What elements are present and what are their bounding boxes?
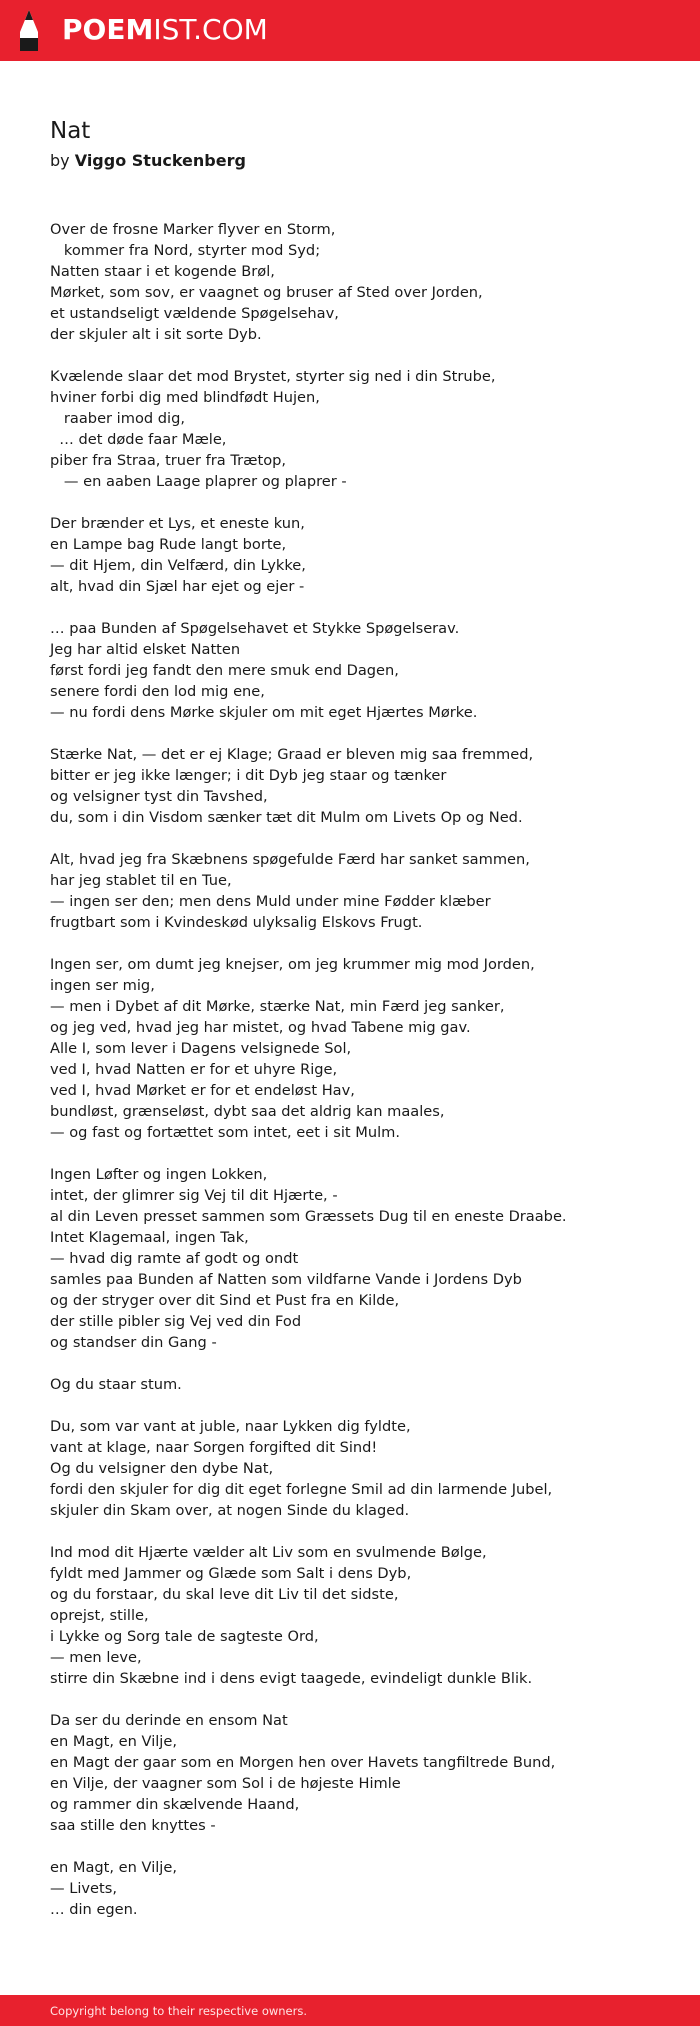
logo-text-bold: POEM [62, 13, 154, 46]
poem-body [50, 219, 670, 1941]
poem-line: Der brænder et Lys, et eneste kun, [50, 515, 305, 532]
poem-line: frugtbart som i Kvindeskød ulyksalig Elskovs Frugt. [50, 914, 423, 931]
poem-line: piber fra Straa, truer fra Trætop, [50, 452, 287, 469]
poem-line: al din Leven presset sammen som Græssets Dug til en eneste Draabe. [50, 1208, 567, 1225]
poem-line: samles paa Bunden af Natten som vildfarne Vande i Jordens Dyb [50, 1271, 522, 1288]
stanza [50, 1710, 670, 1836]
pencil-tip-icon[interactable] [19, 10, 39, 52]
poem-line: først fordi jeg fandt den mere smuk end Dagen, [50, 662, 399, 679]
poem-line: senere fordi den lod mig ene, [50, 683, 265, 700]
poem-line: Kvælende slaar det mod Brystet, styrter sig ned i din Strube, [50, 368, 496, 385]
stanza [50, 219, 670, 345]
poem-line: … din egen. [50, 1901, 138, 1918]
poem-line: ingen ser mig, [50, 977, 155, 994]
poem-line: Alt, hvad jeg fra Skæbnens spøgefulde Færd har sanket sammen, [50, 851, 530, 868]
poem-line: Du, som var vant at juble, naar Lykken dig fyldte, [50, 1418, 411, 1435]
poem-line: — Livets, [50, 1880, 117, 1897]
poem-line: kommer fra Nord, styrter mod Syd; [50, 242, 321, 259]
poem-line: en Lampe bag Rude langt borte, [50, 536, 287, 553]
poem-line: — dit Hjem, din Velfærd, din Lykke, [50, 557, 306, 574]
poem-line: — en aaben Laage plaprer og plaprer - [50, 473, 347, 490]
poem-line: vant at klage, naar Sorgen forgifted dit Sind! [50, 1439, 378, 1456]
by-label: by [50, 151, 70, 170]
poem-line: Ind mod dit Hjærte vælder alt Liv som en svulmende Bølge, [50, 1544, 487, 1561]
poem-line: Jeg har altid elsket Natten [50, 641, 241, 658]
poem-line: Ingen ser, om dumt jeg knejser, om jeg krummer mig mod Jorden, [50, 956, 535, 973]
poem-line: stirre din Skæbne ind i dens evigt taagede, evindeligt dunkle Blik. [50, 1670, 533, 1687]
poem-line: Alle I, som lever i Dagens velsignede Sol, [50, 1040, 352, 1057]
poem-line: … det døde faar Mæle, [50, 431, 227, 448]
poem-line: Ingen Løfter og ingen Lokken, [50, 1166, 268, 1183]
stanza [50, 618, 670, 723]
poem-line: bitter er jeg ikke længer; i dit Dyb jeg staar og tænker [50, 767, 447, 784]
poem-line: har jeg stablet til en Tue, [50, 872, 232, 889]
poem-line: intet, der glimrer sig Vej til dit Hjærte, - [50, 1187, 338, 1204]
logo-text-light: IST.COM [153, 13, 268, 46]
poem-line: fyldt med Jammer og Glæde som Salt i dens Dyb, [50, 1565, 412, 1582]
poem-line: Natten staar i et kogende Brøl, [50, 263, 275, 280]
poem-line: fordi den skjuler for dig dit eget forlegne Smil ad din larmende Jubel, [50, 1481, 553, 1498]
poem-line: saa stille den knyttes - [50, 1817, 216, 1834]
poem-title: Nat [50, 118, 91, 144]
author-name[interactable]: Viggo Stuckenberg [74, 151, 246, 170]
stanza [50, 1857, 670, 1920]
stanza [50, 366, 670, 492]
poem-line: Og du velsigner den dybe Nat, [50, 1460, 274, 1477]
poem-line: — og fast og fortættet som intet, eet i sit Mulm. [50, 1124, 401, 1141]
poem-line: bundløst, grænseløst, dybt saa det aldrig kan maales, [50, 1103, 445, 1120]
stanza [50, 1374, 670, 1395]
poem-line: Da ser du derinde en ensom Nat [50, 1712, 288, 1729]
byline [50, 150, 246, 172]
poem-line: du, som i din Visdom sænker tæt dit Mulm om Livets Op og Ned. [50, 809, 523, 826]
stanza [50, 1542, 670, 1689]
stanza [50, 849, 670, 933]
poem-line: der stille pibler sig Vej ved din Fod [50, 1313, 302, 1330]
poem-line: raaber imod dig, [50, 410, 186, 427]
poem-line: — men leve, [50, 1649, 142, 1666]
poem-line: Stærke Nat, — det er ej Klage; Graad er bleven mig saa fremmed, [50, 746, 534, 763]
poem-line: — men i Dybet af dit Mørke, stærke Nat, min Færd jeg sanker, [50, 998, 505, 1015]
poem-line: Mørket, som sov, er vaagnet og bruser af Sted over Jorden, [50, 284, 483, 301]
stanza [50, 744, 670, 828]
poem-line: der skjuler alt i sit sorte Dyb. [50, 326, 262, 343]
poem-heading [50, 116, 246, 172]
poem-line: ved I, hvad Natten er for et uhyre Rige, [50, 1061, 338, 1078]
poem-line: og der stryger over dit Sind et Pust fra en Kilde, [50, 1292, 400, 1309]
poem-line: hviner forbi dig med blindfødt Hujen, [50, 389, 320, 406]
copyright-text: Copyright belong to their respective owners. [50, 2004, 308, 2018]
poem-line: Intet Klagemaal, ingen Tak, [50, 1229, 249, 1246]
poem-line: en Vilje, der vaagner som Sol i de højeste Himle [50, 1775, 401, 1792]
poem-line: og rammer din skælvende Haand, [50, 1796, 300, 1813]
stanza [50, 954, 670, 1143]
poem-line: og standser din Gang - [50, 1334, 217, 1351]
poem-line: alt, hvad din Sjæl har ejet og ejer - [50, 578, 305, 595]
poem-line: en Magt, en Vilje, [50, 1733, 177, 1750]
site-logo[interactable] [62, 11, 268, 49]
site-header [0, 0, 700, 61]
stanza [50, 1416, 670, 1521]
stanza [50, 513, 670, 597]
poem-line: Over de frosne Marker flyver en Storm, [50, 221, 336, 238]
poem-line: skjuler din Skam over, at nogen Sinde du klaged. [50, 1502, 410, 1519]
poem-line: og du forstaar, du skal leve dit Liv til det sidste, [50, 1586, 399, 1603]
poem-line: og jeg ved, hvad jeg har mistet, og hvad Tabene mig gav. [50, 1019, 471, 1036]
poem-line: — hvad dig ramte af godt og ondt [50, 1250, 299, 1267]
stanza [50, 1164, 670, 1353]
poem-line: en Magt, en Vilje, [50, 1859, 177, 1876]
poem-line: — ingen ser den; men dens Muld under mine Fødder klæber [50, 893, 491, 910]
poem-line: en Magt der gaar som en Morgen hen over Havets tangfiltrede Bund, [50, 1754, 556, 1771]
poem-line: — nu fordi dens Mørke skjuler om mit eget Hjærtes Mørke. [50, 704, 478, 721]
site-footer [0, 1995, 700, 2026]
poem-line: og velsigner tyst din Tavshed, [50, 788, 268, 805]
poem-line: i Lykke og Sorg tale de sagteste Ord, [50, 1628, 319, 1645]
poem-line: Og du staar stum. [50, 1376, 182, 1393]
poem-line: … paa Bunden af Spøgelsehavet et Stykke Spøgelserav. [50, 620, 460, 637]
poem-line: oprejst, stille, [50, 1607, 149, 1624]
poem-line: et ustandseligt vældende Spøgelsehav, [50, 305, 339, 322]
poem-line: ved I, hvad Mørket er for et endeløst Hav, [50, 1082, 355, 1099]
